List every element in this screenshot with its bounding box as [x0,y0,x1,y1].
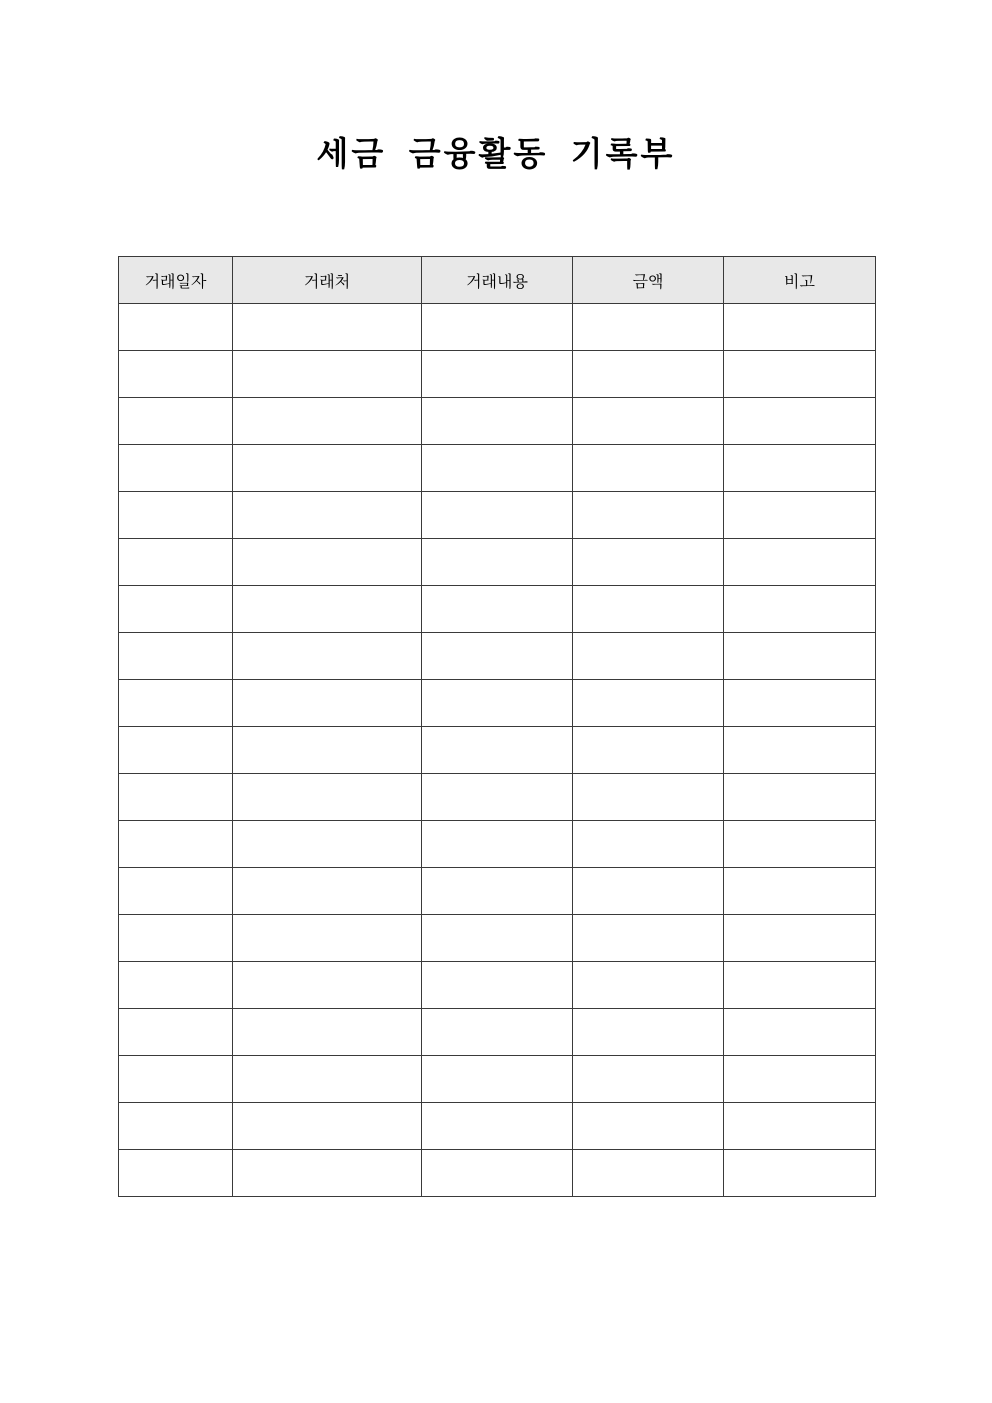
description-cell [422,633,573,680]
date-cell [119,633,233,680]
table-row [119,351,876,398]
remarks-cell [724,915,876,962]
amount-cell [573,774,724,821]
amount-cell [573,680,724,727]
remarks-cell [724,962,876,1009]
table-row [119,868,876,915]
counterparty-cell [233,1103,422,1150]
remarks-cell [724,1103,876,1150]
ledger-table [118,256,876,1197]
date-cell [119,539,233,586]
description-cell [422,1103,573,1150]
remarks-cell [724,445,876,492]
amount-cell [573,398,724,445]
table-row [119,680,876,727]
date-cell [119,962,233,1009]
description-cell [422,351,573,398]
counterparty-cell [233,445,422,492]
header-date: 거래일자 [119,257,233,304]
date-cell [119,351,233,398]
table-row [119,1009,876,1056]
amount-cell [573,1150,724,1197]
date-cell [119,915,233,962]
remarks-cell [724,304,876,351]
amount-cell [573,1056,724,1103]
amount-cell [573,351,724,398]
page-title: 세금 금융활동 기록부 [316,134,676,173]
description-cell [422,727,573,774]
remarks-cell [724,774,876,821]
header-counterparty: 거래처 [233,257,422,304]
date-cell [119,868,233,915]
table-row [119,727,876,774]
remarks-cell [724,868,876,915]
date-cell [119,304,233,351]
description-cell [422,962,573,1009]
date-cell [119,680,233,727]
counterparty-cell [233,351,422,398]
description-cell [422,1009,573,1056]
date-cell [119,727,233,774]
remarks-cell [724,727,876,774]
description-cell [422,398,573,445]
date-cell [119,1103,233,1150]
table-row [119,633,876,680]
counterparty-cell [233,304,422,351]
table-row [119,492,876,539]
remarks-cell [724,539,876,586]
counterparty-cell [233,868,422,915]
counterparty-cell [233,821,422,868]
description-cell [422,680,573,727]
amount-cell [573,915,724,962]
date-cell [119,1056,233,1103]
table-row [119,304,876,351]
counterparty-cell [233,539,422,586]
remarks-cell [724,680,876,727]
amount-cell [573,1009,724,1056]
counterparty-cell [233,492,422,539]
date-cell [119,774,233,821]
ledger-body [119,304,876,1197]
table-row [119,821,876,868]
ledger-header [119,257,876,304]
date-cell [119,1009,233,1056]
remarks-cell [724,351,876,398]
remarks-cell [724,633,876,680]
amount-cell [573,539,724,586]
header-row [119,257,876,304]
table-row [119,774,876,821]
counterparty-cell [233,915,422,962]
table-row [119,1056,876,1103]
table-row [119,915,876,962]
counterparty-cell [233,774,422,821]
description-cell [422,492,573,539]
description-cell [422,304,573,351]
counterparty-cell [233,1009,422,1056]
counterparty-cell [233,398,422,445]
remarks-cell [724,1150,876,1197]
date-cell [119,492,233,539]
description-cell [422,586,573,633]
amount-cell [573,821,724,868]
description-cell [422,868,573,915]
date-cell [119,586,233,633]
counterparty-cell [233,633,422,680]
description-cell [422,1150,573,1197]
table-row [119,1150,876,1197]
amount-cell [573,492,724,539]
description-cell [422,1056,573,1103]
description-cell [422,774,573,821]
description-cell [422,821,573,868]
header-description: 거래내용 [422,257,573,304]
counterparty-cell [233,1150,422,1197]
table-row [119,539,876,586]
counterparty-cell [233,680,422,727]
amount-cell [573,304,724,351]
date-cell [119,1150,233,1197]
remarks-cell [724,398,876,445]
amount-cell [573,633,724,680]
remarks-cell [724,1056,876,1103]
table-row [119,398,876,445]
table-row [119,1103,876,1150]
amount-cell [573,445,724,492]
counterparty-cell [233,962,422,1009]
description-cell [422,445,573,492]
table-row [119,962,876,1009]
counterparty-cell [233,1056,422,1103]
amount-cell [573,868,724,915]
remarks-cell [724,586,876,633]
remarks-cell [724,821,876,868]
table-row [119,586,876,633]
amount-cell [573,1103,724,1150]
remarks-cell [724,492,876,539]
amount-cell [573,962,724,1009]
header-amount: 금액 [573,257,724,304]
description-cell [422,539,573,586]
date-cell [119,445,233,492]
date-cell [119,821,233,868]
date-cell [119,398,233,445]
header-remarks: 비고 [724,257,876,304]
amount-cell [573,586,724,633]
description-cell [422,915,573,962]
counterparty-cell [233,727,422,774]
remarks-cell [724,1009,876,1056]
table-row [119,445,876,492]
amount-cell [573,727,724,774]
counterparty-cell [233,586,422,633]
